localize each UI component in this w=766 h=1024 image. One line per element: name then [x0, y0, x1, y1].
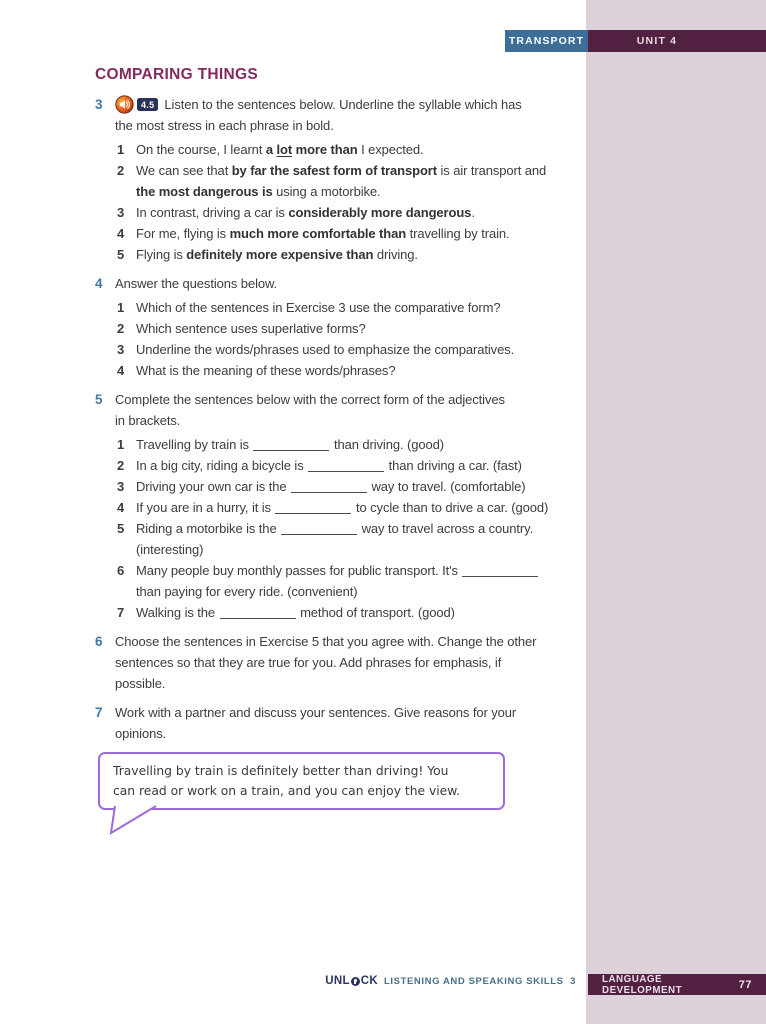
list-item	[117, 297, 577, 318]
exercise-instruction	[115, 389, 577, 431]
audio-group	[115, 95, 158, 114]
exercise-header	[95, 631, 577, 694]
text-run: Flying is	[136, 247, 187, 262]
exercise-number: 5	[95, 392, 103, 407]
item-number: 2	[117, 163, 125, 178]
list-item	[117, 497, 577, 518]
text-run: than driving a car. (fast)	[385, 458, 522, 473]
text-run: driving.	[373, 247, 418, 262]
exercise-number: 7	[95, 705, 103, 720]
text-run: travelling by train.	[406, 226, 510, 241]
bold-phrase: by far the safest form of transport	[231, 163, 437, 178]
unlock-logo	[325, 975, 378, 987]
text-run: Which sentence uses superlative forms?	[136, 321, 366, 336]
series-level: 3	[570, 975, 576, 987]
text-run: sentences so that they are true for you. Add phrases for emphasis, if	[115, 655, 502, 670]
exercise-7	[95, 702, 577, 744]
text-run: .	[471, 205, 475, 220]
text-run: is air transport and	[436, 163, 547, 178]
text-run: in brackets.	[115, 413, 181, 428]
speech-bubble-tail	[110, 806, 160, 835]
exercise-header	[95, 389, 577, 431]
bubble-line: Travelling by train is definitely better than driving! You	[113, 764, 449, 778]
unlock-logo-left: UNL	[325, 975, 350, 987]
item-number: 1	[117, 300, 125, 315]
text-run: way to travel across a country.	[358, 521, 534, 536]
list-item	[117, 455, 577, 476]
text-run: Driving your own car is the	[136, 479, 290, 494]
item-number: 3	[117, 342, 125, 357]
list-item	[117, 244, 577, 265]
bold-underlined-phrase: lot	[276, 142, 293, 157]
bold-phrase: considerably more dangerous	[288, 205, 472, 220]
bubble-line: can read or work on a train, and you can enjoy the view.	[113, 784, 461, 798]
text-run: In contrast, driving a car is	[136, 205, 289, 220]
exercise-list	[95, 94, 577, 744]
answer-blank	[308, 459, 384, 472]
footer-section-label: LANGUAGE DEVELOPMENT	[602, 973, 683, 996]
text-run: Complete the sentences below with the correct form of the adjectives	[115, 392, 505, 407]
text-run: What is the meaning of these words/phrases?	[136, 363, 396, 378]
exercise-items	[95, 297, 577, 381]
text-run: to cycle than to drive a car. (good)	[352, 500, 549, 515]
audio-track-badge: 4.5	[137, 98, 158, 111]
list-item	[117, 518, 577, 560]
list-item	[117, 434, 577, 455]
section-title: COMPARING THINGS	[95, 66, 258, 83]
text-run: In a big city, riding a bicycle is	[136, 458, 308, 473]
list-item	[117, 339, 577, 360]
item-number: 3	[117, 479, 125, 494]
answer-blank	[253, 438, 329, 451]
bold-phrase: more than	[292, 142, 358, 157]
item-number: 5	[117, 247, 125, 262]
item-number: 6	[117, 563, 125, 578]
footer-section-bar	[588, 974, 766, 995]
unit-topic-label: TRANSPORT	[508, 35, 585, 47]
item-text	[136, 434, 577, 455]
unit-number-label: UNIT 4	[636, 35, 678, 47]
item-number: 2	[117, 458, 125, 473]
item-text	[136, 139, 577, 160]
bold-phrase: a	[265, 142, 277, 157]
list-item	[117, 602, 577, 623]
answer-blank	[275, 501, 351, 514]
exercise-number: 3	[95, 97, 103, 112]
text-run: Work with a partner and discuss your sentences. Give reasons for your	[115, 705, 517, 720]
item-number: 5	[117, 521, 125, 536]
item-text	[136, 602, 577, 623]
answer-blank	[291, 480, 367, 493]
text-run: If you are in a hurry, it is	[136, 500, 275, 515]
answer-blank	[462, 564, 538, 577]
item-text	[136, 297, 577, 318]
text-run: using a motorbike.	[272, 184, 381, 199]
item-number: 1	[117, 437, 125, 452]
answer-blank	[281, 522, 357, 535]
unlock-logo-right: CK	[360, 975, 378, 987]
bold-phrase: much more comfortable than	[229, 226, 407, 241]
right-margin-strip	[586, 0, 766, 1024]
item-text	[136, 497, 577, 518]
text-run: Many people buy monthly passes for public transport. It's	[136, 563, 462, 578]
unit-number-bar	[588, 30, 766, 52]
list-item	[117, 476, 577, 497]
text-run: than paying for every ride. (convenient)	[136, 584, 358, 599]
item-number: 4	[117, 226, 125, 241]
speech-bubble-text	[113, 761, 493, 801]
text-run: method of transport. (good)	[296, 605, 455, 620]
item-number: 4	[117, 500, 125, 515]
text-run: Listen to the sentences below. Underline the syllable which has	[164, 97, 522, 112]
text-run: Answer the questions below.	[115, 276, 278, 291]
text-run: the most stress in each phrase in bold.	[115, 118, 334, 133]
text-run: Travelling by train is	[136, 437, 253, 452]
exercise-items	[95, 434, 577, 623]
text-run: I expected.	[357, 142, 424, 157]
item-text	[136, 455, 577, 476]
answer-blank	[220, 606, 296, 619]
list-item	[117, 360, 577, 381]
item-text	[136, 560, 577, 602]
exercise-instruction	[115, 631, 577, 694]
text-run: than driving. (good)	[330, 437, 444, 452]
text-run: Choose the sentences in Exercise 5 that you agree with. Change the other	[115, 634, 537, 649]
exercise-number: 4	[95, 276, 103, 291]
list-item	[117, 318, 577, 339]
item-text	[136, 476, 577, 497]
list-item	[117, 202, 577, 223]
exercise-instruction	[115, 94, 577, 136]
bold-phrase: the most dangerous is	[136, 184, 273, 199]
item-number: 3	[117, 205, 125, 220]
text-run: opinions.	[115, 726, 167, 741]
item-text	[136, 244, 577, 265]
text-run: For me, flying is	[136, 226, 230, 241]
text-run: way to travel. (comfortable)	[367, 479, 526, 494]
list-item	[117, 560, 577, 602]
exercise-4	[95, 273, 577, 381]
text-run: Which of the sentences in Exercise 3 use the comparative form?	[136, 300, 501, 315]
item-number: 4	[117, 363, 125, 378]
list-item	[117, 223, 577, 244]
exercise-5	[95, 389, 577, 623]
exercise-header	[95, 273, 577, 294]
text-run: Walking is the	[136, 605, 219, 620]
series-title: LISTENING AND SPEAKING SKILLS	[384, 975, 564, 987]
exercise-6	[95, 631, 577, 694]
footer-brand	[325, 975, 576, 987]
exercise-instruction	[115, 273, 577, 294]
item-text	[136, 318, 577, 339]
page-content	[95, 66, 577, 810]
item-text	[136, 223, 577, 244]
exercise-3	[95, 94, 577, 265]
item-text	[136, 202, 577, 223]
item-text	[136, 518, 577, 560]
item-text	[136, 360, 577, 381]
item-number: 1	[117, 142, 125, 157]
unit-topic-tab	[505, 30, 588, 52]
keyhole-icon	[351, 977, 360, 986]
bold-phrase: definitely more expensive than	[186, 247, 374, 262]
list-item	[117, 160, 577, 202]
text-run: Riding a motorbike is the	[136, 521, 281, 536]
text-run: We can see that	[136, 163, 232, 178]
exercise-header	[95, 702, 577, 744]
series-title-group	[384, 976, 576, 987]
page-number: 77	[738, 978, 752, 991]
text-run: possible.	[115, 676, 166, 691]
exercise-number: 6	[95, 634, 103, 649]
exercise-instruction	[115, 702, 577, 744]
speech-bubble	[98, 752, 505, 810]
item-number: 7	[117, 605, 125, 620]
speaker-icon	[115, 95, 134, 114]
item-number: 2	[117, 321, 125, 336]
item-text	[136, 339, 577, 360]
item-text	[136, 160, 577, 202]
text-run: Underline the words/phrases used to emphasize the comparatives.	[136, 342, 515, 357]
list-item	[117, 139, 577, 160]
text-run: (interesting)	[136, 542, 204, 557]
text-run: On the course, I learnt	[136, 142, 266, 157]
exercise-header	[95, 94, 577, 136]
exercise-items	[95, 139, 577, 265]
